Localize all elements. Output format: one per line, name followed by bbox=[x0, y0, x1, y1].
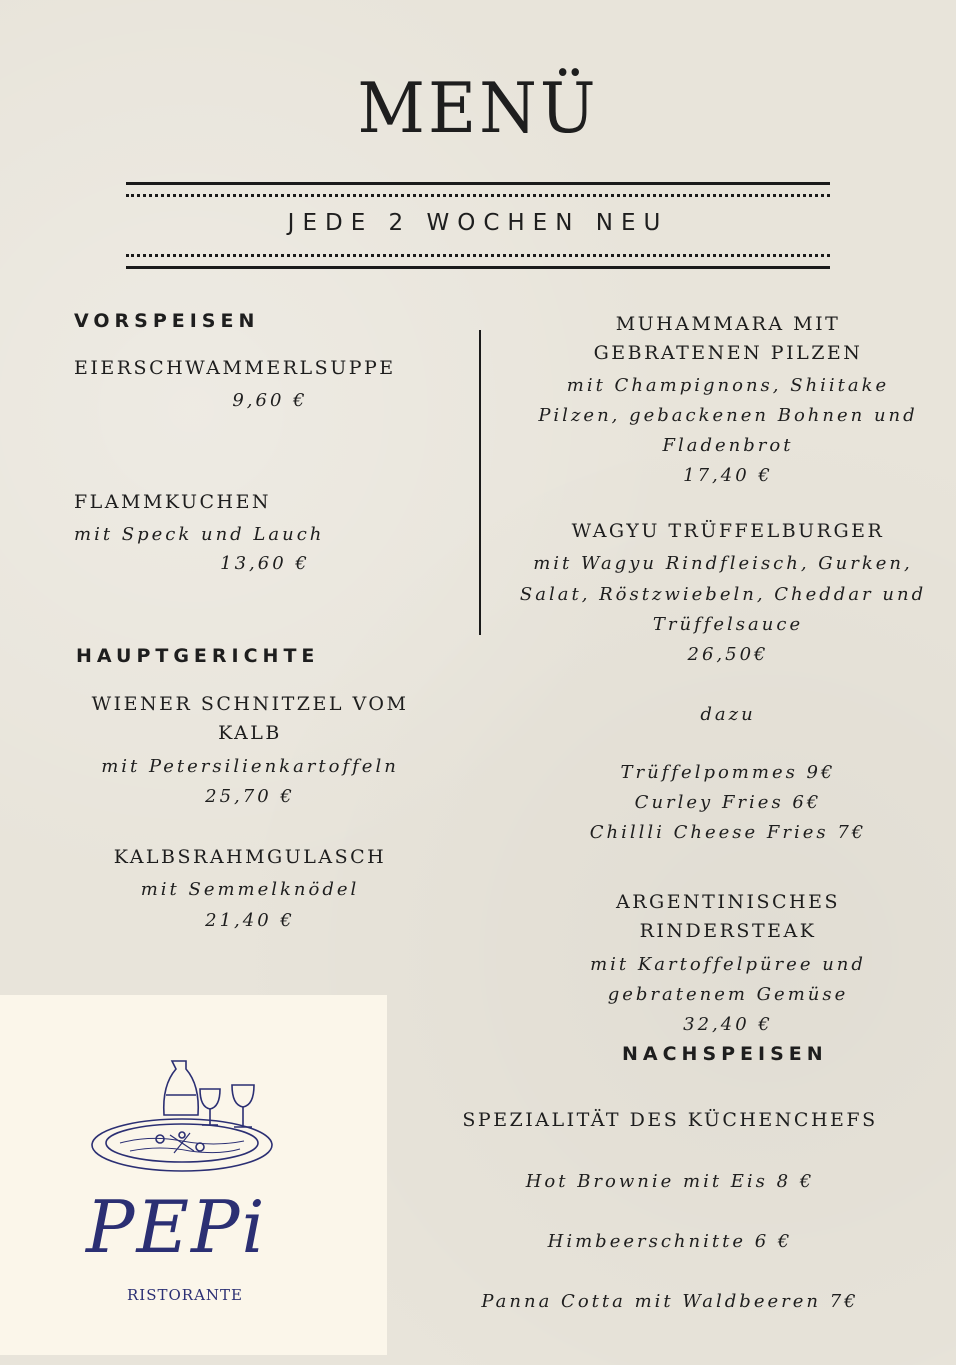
dish-name: WIENER SCHNITZEL VOM bbox=[91, 693, 409, 715]
top-rule bbox=[126, 182, 830, 185]
pizza-wine-illustration bbox=[90, 1055, 290, 1180]
sides-label: dazu bbox=[700, 704, 756, 725]
top-dotted-rule bbox=[126, 194, 830, 197]
side-item: Curley Fries 6€ bbox=[634, 792, 822, 813]
dish-name: ARGENTINISCHES bbox=[615, 891, 841, 913]
dish-name: GEBRATENEN PILZEN bbox=[593, 342, 863, 364]
dish-price: 32,40 € bbox=[683, 1014, 773, 1035]
menu-title: MENÜ bbox=[357, 68, 599, 149]
dish-name: FLAMMKUCHEN bbox=[74, 491, 272, 513]
section-heading-hauptgerichte: HAUPTGERICHTE bbox=[76, 645, 320, 667]
dish-description: mit Champignons, Shiitake bbox=[566, 375, 890, 396]
dish-description: gebratenem Gemüse bbox=[607, 984, 849, 1005]
dish-price: 13,60 € bbox=[220, 553, 310, 574]
dish-description: mit Petersilienkartoffeln bbox=[101, 756, 399, 777]
dish-price: 9,60 € bbox=[232, 390, 308, 411]
dish-description: mit Speck und Lauch bbox=[74, 524, 325, 545]
dish-name: KALB bbox=[218, 722, 282, 744]
dish-description: Fladenbrot bbox=[662, 435, 794, 456]
dessert-item: Panna Cotta mit Waldbeeren 7€ bbox=[481, 1291, 859, 1312]
dish-description: mit Semmelknödel bbox=[140, 879, 360, 900]
dish-price: 25,70 € bbox=[205, 786, 295, 807]
dish-name: KALBSRAHMGULASCH bbox=[113, 846, 387, 868]
dish-description: mit Wagyu Rindfleisch, Gurken, bbox=[533, 553, 913, 574]
dessert-item: Hot Brownie mit Eis 8 € bbox=[525, 1171, 815, 1192]
dish-description: Salat, Röstzwiebeln, Cheddar und bbox=[519, 584, 927, 605]
dish-name: WAGYU TRÜFFELBURGER bbox=[571, 520, 885, 542]
dish-description: mit Kartoffelpüree und bbox=[590, 954, 866, 975]
dish-name: RINDERSTEAK bbox=[639, 920, 817, 942]
logo-wordmark: PEPi bbox=[86, 1185, 267, 1269]
section-heading-nachspeisen: NACHSPEISEN bbox=[622, 1043, 828, 1065]
dish-description: Pilzen, gebackenen Bohnen und bbox=[538, 405, 918, 426]
dish-name: EIERSCHWAMMERLSUPPE bbox=[74, 357, 396, 379]
dish-price: 21,40 € bbox=[205, 910, 295, 931]
dish-description: Trüffelsauce bbox=[652, 614, 804, 635]
column-divider bbox=[479, 330, 481, 635]
side-item: Chillli Cheese Fries 7€ bbox=[589, 822, 867, 843]
dish-name: MUHAMMARA MIT bbox=[615, 313, 841, 335]
logo-subtitle: RISTORANTE bbox=[126, 1286, 243, 1304]
dish-price: 26,50€ bbox=[687, 644, 769, 665]
bottom-dotted-rule bbox=[126, 254, 830, 257]
section-heading-vorspeisen: VORSPEISEN bbox=[74, 310, 260, 332]
menu-subtitle: JEDE 2 WOCHEN NEU bbox=[287, 210, 669, 236]
chef-special-heading: SPEZIALITÄT DES KÜCHENCHEFS bbox=[462, 1109, 878, 1131]
bottom-rule bbox=[126, 266, 830, 269]
dish-price: 17,40 € bbox=[683, 465, 773, 486]
side-item: Trüffelpommes 9€ bbox=[620, 762, 836, 783]
dessert-item: Himbeerschnitte 6 € bbox=[547, 1231, 793, 1252]
